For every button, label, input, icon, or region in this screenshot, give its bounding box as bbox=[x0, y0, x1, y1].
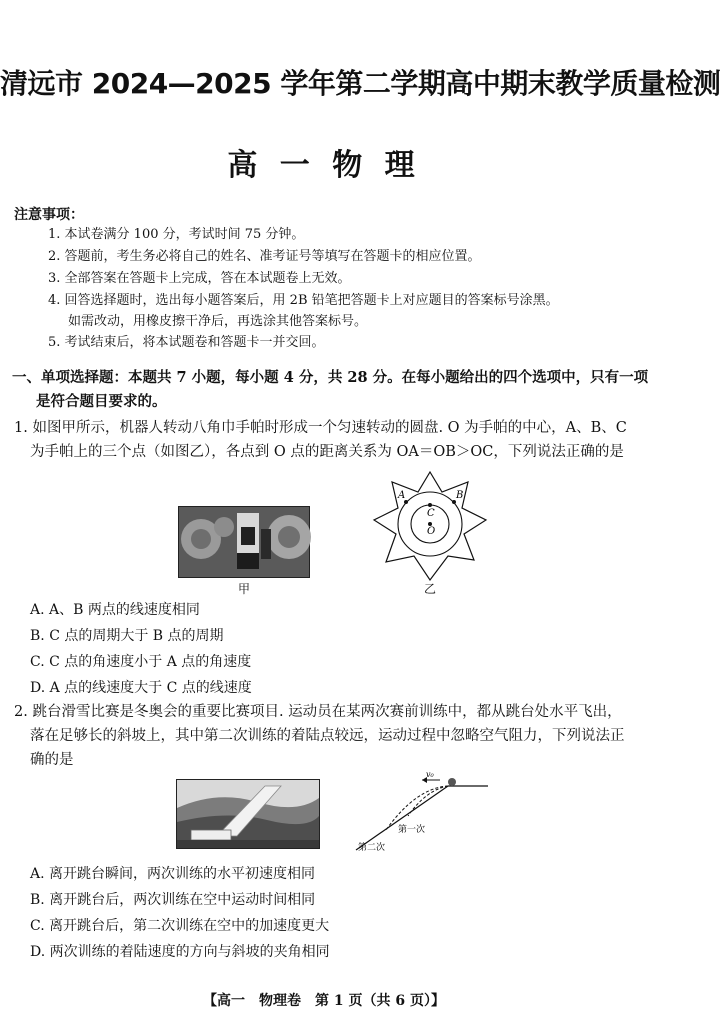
note-item-4-cont: 如需改动，用橡皮擦干净后，再选涂其他答案标号。 bbox=[68, 314, 368, 329]
note-item-1: 1. 本试卷满分 100 分，考试时间 75 分钟。 bbox=[48, 227, 305, 242]
q1-option-a: A. A、B 两点的线速度相同 bbox=[30, 602, 200, 618]
q1-caption-a: 甲 bbox=[238, 582, 251, 596]
page-footer: 【高一 物理卷 第 1 页（共 6 页）】 bbox=[203, 993, 445, 1009]
q2-stem-line3: 确的是 bbox=[30, 752, 74, 768]
label-second: 第二次 bbox=[358, 843, 386, 853]
subject-title: 高 一 物 理 bbox=[227, 148, 421, 183]
robot-photo-image bbox=[179, 507, 309, 577]
note-item-5: 5. 考试结束后，将本试题卷和答题卡一并交回。 bbox=[48, 335, 325, 350]
q1-option-c: C. C 点的角速度小于 A 点的角速度 bbox=[30, 654, 252, 670]
slope-line bbox=[356, 786, 448, 850]
note-item-3: 3. 全部答案在答题卡上完成，答在本试题卷上无效。 bbox=[48, 271, 351, 286]
q2-figure-diagram bbox=[356, 772, 490, 854]
q1-option-b: B. C 点的周期大于 B 点的周期 bbox=[30, 628, 224, 644]
label-a: A bbox=[398, 490, 406, 501]
q2-option-a: A. 离开跳台瞬间，两次训练的水平初速度相同 bbox=[30, 866, 316, 882]
label-b: B bbox=[456, 490, 464, 501]
q2-option-b: B. 离开跳台后，两次训练在空中运动时间相同 bbox=[30, 892, 316, 908]
q2-option-d: D. 两次训练的着陆速度的方向与斜坡的夹角相同 bbox=[30, 944, 330, 960]
q1-caption-b: 乙 bbox=[424, 582, 437, 596]
skier-icon bbox=[448, 778, 456, 786]
q2-option-c: C. 离开跳台后，第二次训练在空中的加速度更大 bbox=[30, 918, 330, 934]
q2-stem-line2: 落在足够长的斜坡上，其中第二次训练的着陆点较远，运动过程中忽略空气阻力，下列说法正 bbox=[30, 728, 625, 744]
label-c: C bbox=[427, 508, 435, 519]
notes-heading: 注意事项： bbox=[14, 207, 84, 223]
note-item-2: 2. 答题前，考生务必将自己的姓名、准考证号等填写在答题卡的相应位置。 bbox=[48, 249, 481, 264]
point-c bbox=[428, 503, 432, 507]
q1-stem-line1: 1. 如图甲所示，机器人转动八角巾手帕时形成一个匀速转动的圆盘. O 为手帕的中心，A、B、C bbox=[14, 420, 627, 436]
ski-jump-photo-image bbox=[177, 780, 319, 848]
exam-title: 清远市 2024—2025 学年第二学期高中期末教学质量检测 bbox=[0, 67, 720, 100]
q1-stem-line2: 为手帕上的三个点（如图乙），各点到 O 点的距离关系为 OA＝OB＞OC，下列说法正确的是 bbox=[30, 444, 624, 460]
label-v0: v₀ bbox=[426, 770, 434, 779]
section-heading: 一、单项选择题：本题共 7 小题，每小题 4 分，共 28 分。在每小题给出的四个选项中，只有一项 bbox=[12, 369, 649, 386]
q2-figure-photo bbox=[176, 779, 320, 849]
q1-figure-diagram bbox=[372, 470, 488, 582]
label-first: 第一次 bbox=[398, 825, 426, 835]
q2-stem-line1: 2. 跳台滑雪比赛是冬奥会的重要比赛项目. 运动员在某两次赛前训练中，都从跳台处水平飞出， bbox=[14, 704, 622, 720]
label-o: O bbox=[427, 526, 436, 537]
q1-figure-photo bbox=[178, 506, 310, 578]
q1-option-d: D. A 点的线速度大于 C 点的线速度 bbox=[30, 680, 252, 696]
section-heading-cont: 是符合题目要求的。 bbox=[36, 393, 167, 410]
note-item-4: 4. 回答选择题时，选出每小题答案后，用 2B 铅笔把答题卡上对应题目的答案标号涂黑。 bbox=[48, 293, 559, 308]
